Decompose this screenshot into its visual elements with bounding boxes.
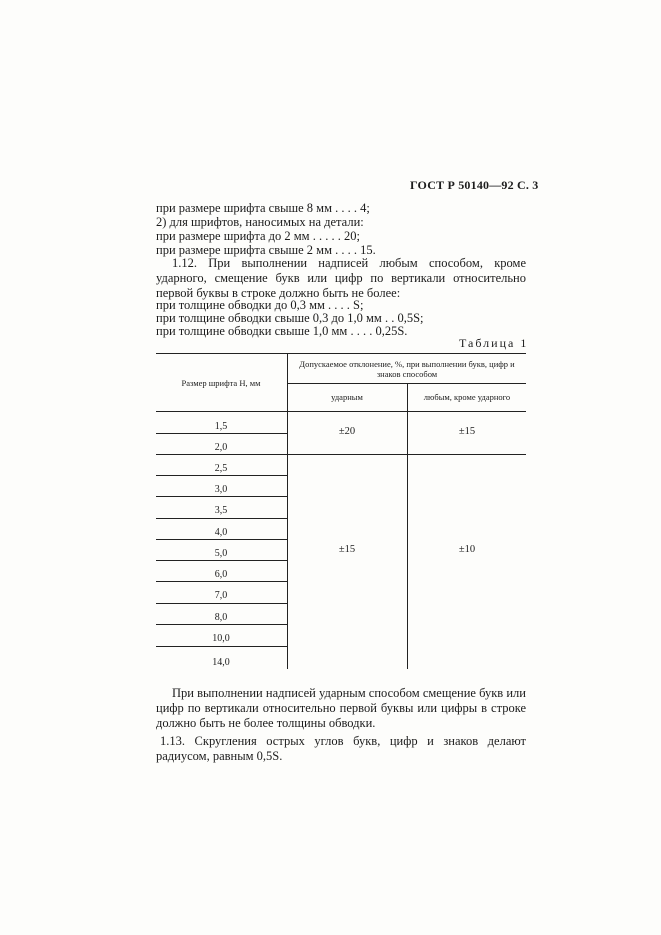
size-cell: 2,0 xyxy=(214,442,228,453)
size-cell: 10,0 xyxy=(212,633,230,644)
size-rule xyxy=(156,539,287,540)
table-head-size: Размер шрифта H, мм xyxy=(181,378,261,388)
size-rule xyxy=(156,581,287,582)
paragraph-1-12: 1.12. При выполнении надписей любым способом, кроме ударного, смещение букв или цифр по вертикали относительно первой буквы в строке должно быть не более: xyxy=(156,256,526,300)
size-cell: 3,5 xyxy=(214,505,228,516)
outline-line-1: при толщине обводки до 0,3 мм . . . . S; xyxy=(156,298,364,312)
page-header: ГОСТ Р 50140—92 С. 3 xyxy=(410,178,539,192)
size-rule xyxy=(156,646,287,647)
table-caption: Таблица 1 xyxy=(459,336,529,350)
size-cell: 8,0 xyxy=(214,612,228,623)
size-rule xyxy=(156,475,287,476)
paragraph-impact: При выполнении надписей ударным способом смещение букв или цифр по вертикали относительно первой буквы или цифры в строке должно быть не более толщины обводки. xyxy=(156,686,526,730)
size-rule xyxy=(156,433,287,434)
size-cell: 3,0 xyxy=(214,484,228,495)
size-rule xyxy=(156,560,287,561)
outline-line-3: при толщине обводки свыше 1,0 мм . . . . 0,25S. xyxy=(156,324,408,338)
size-rule xyxy=(156,518,287,519)
size-rule xyxy=(156,603,287,604)
size-rule xyxy=(156,454,287,455)
size-cell: 14,0 xyxy=(212,657,230,668)
table-top-rule xyxy=(156,353,526,354)
table-head-group: Допускаемое отклонение, %, при выполнении букв, цифр и знаков способом xyxy=(299,359,515,379)
table-head-impact: ударным xyxy=(331,392,363,402)
size-cell: 6,0 xyxy=(214,569,228,580)
text-line-3: при размере шрифта до 2 мм . . . . . 20; xyxy=(156,229,360,243)
outline-line-2: при толщине обводки свыше 0,3 до 1,0 мм . . 0,5S; xyxy=(156,311,424,325)
table-head-rule xyxy=(156,411,526,412)
size-rule xyxy=(156,624,287,625)
table-group-rule xyxy=(287,454,526,455)
size-cell: 5,0 xyxy=(214,548,228,559)
text-line-4: при размере шрифта свыше 2 мм . . . . 15. xyxy=(156,243,376,257)
value-other-group-2: ±10 xyxy=(458,544,476,555)
value-other-group-1: ±15 xyxy=(458,426,476,437)
value-impact-group-1: ±20 xyxy=(338,426,356,437)
paragraph-1-13: 1.13. Скругления острых углов букв, цифр и знаков делают радиусом, равным 0,5S. xyxy=(156,734,526,763)
table-head-other: любым, кроме ударного xyxy=(423,392,511,402)
size-rule xyxy=(156,496,287,497)
text-line-1: при размере шрифта свыше 8 мм . . . . 4; xyxy=(156,201,370,215)
table-subhead-rule xyxy=(287,383,526,384)
text-line-2: 2) для шрифтов, наносимых на детали: xyxy=(156,215,364,229)
size-cell: 4,0 xyxy=(214,527,228,538)
value-impact-group-2: ±15 xyxy=(338,544,356,555)
size-cell: 1,5 xyxy=(214,421,228,432)
size-cell: 7,0 xyxy=(214,590,228,601)
size-cell: 2,5 xyxy=(214,463,228,474)
